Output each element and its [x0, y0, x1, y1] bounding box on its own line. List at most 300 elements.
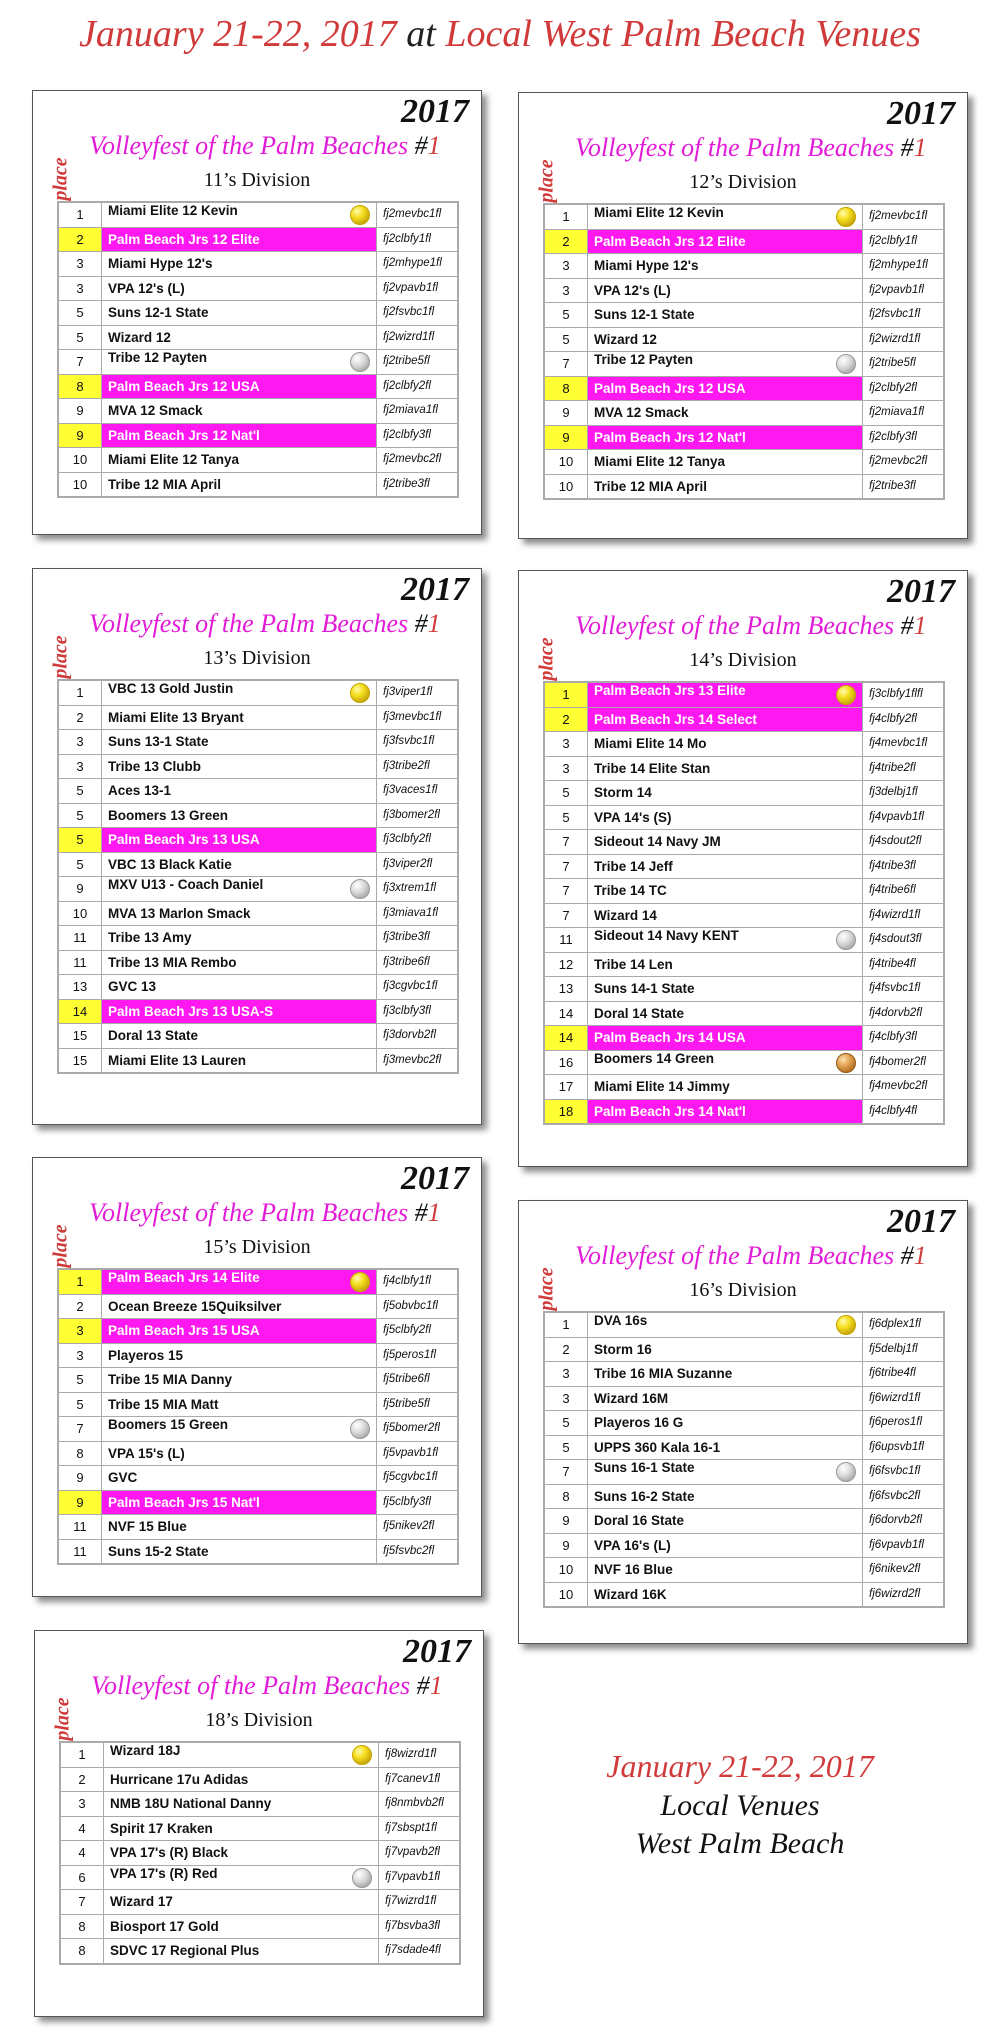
table-row [60, 1865, 460, 1890]
card-title-text: Volleyfest of the Palm Beaches [575, 611, 895, 640]
division-title: 15’s Division [203, 1236, 311, 1258]
code-cell: fj5delbj1fl [863, 1337, 945, 1362]
place-cell: 1 [544, 1312, 588, 1337]
team-name: Palm Beach Jrs 13 USA [108, 832, 260, 847]
code-cell: fj8nmbvb2fl [379, 1792, 461, 1817]
team-cell [102, 1319, 377, 1344]
team-cell [588, 1411, 863, 1436]
place-cell: 18 [544, 1099, 588, 1124]
place-cell: 3 [544, 756, 588, 781]
table-row [544, 1099, 944, 1124]
table-row [58, 472, 458, 497]
place-cell: 5 [544, 303, 588, 328]
place-cell: 2 [544, 229, 588, 254]
place-cell: 15 [58, 1048, 102, 1073]
code-cell: fj5bomer2fl [377, 1417, 459, 1442]
team-cell [588, 1001, 863, 1026]
place-cell: 3 [58, 252, 102, 277]
place-cell: 7 [544, 903, 588, 928]
team-name: Spirit 17 Kraken [110, 1820, 213, 1836]
table-row [544, 903, 944, 928]
team-name: Playeros 16 G [594, 1415, 684, 1430]
code-cell: fj6tribe4fl [863, 1362, 945, 1387]
code-cell: fj3miava1fl [377, 901, 459, 926]
place-cell: 5 [58, 325, 102, 350]
team-cell [588, 1460, 863, 1485]
team-cell [102, 252, 377, 277]
code-cell: fj4mevbc1fl [863, 732, 945, 757]
code-cell: fj3cgvbc1fl [377, 975, 459, 1000]
table-row [544, 327, 944, 352]
team-cell [588, 401, 863, 426]
team-name: Palm Beach Jrs 12 Elite [594, 233, 746, 249]
team-cell [102, 1294, 377, 1319]
team-cell [588, 903, 863, 928]
place-cell: 9 [544, 401, 588, 426]
table-row [544, 756, 944, 781]
code-cell: fj6nikev2fl [863, 1558, 945, 1583]
team-cell [104, 1841, 379, 1866]
team-name: MXV U13 - Coach Daniel [108, 877, 264, 893]
place-cell: 7 [544, 830, 588, 855]
team-cell [588, 425, 863, 450]
card-year: 2017 [887, 573, 955, 610]
table-row [544, 1386, 944, 1411]
place-cell: 6 [60, 1865, 104, 1890]
place-cell: 7 [544, 879, 588, 904]
table-row [60, 1742, 460, 1767]
team-name: Tribe 14 TC [594, 883, 667, 898]
team-name: Sideout 14 Navy KENT [594, 928, 739, 944]
place-cell: 2 [58, 1294, 102, 1319]
table-row [544, 977, 944, 1002]
page-header [0, 12, 1000, 56]
code-cell: fj2wizrd1fl [377, 325, 459, 350]
team-cell [102, 202, 377, 227]
gold-medal-icon [350, 683, 370, 703]
team-name: Tribe 14 Jeff [594, 858, 673, 874]
footer-date: January 21-22, 2017 [606, 1748, 874, 1784]
card-title-hash: # [416, 1671, 430, 1700]
table-row [58, 276, 458, 301]
team-cell [588, 278, 863, 303]
place-cell: 3 [544, 254, 588, 279]
table-row [544, 1337, 944, 1362]
code-cell: fj4sdout3fl [863, 928, 945, 953]
place-cell: 7 [60, 1890, 104, 1915]
team-name: VBC 13 Black Katie [108, 856, 232, 872]
place-cell: 3 [58, 730, 102, 755]
place-cell: 11 [58, 950, 102, 975]
table-row [58, 374, 458, 399]
code-cell: fj2mevbc2fl [377, 448, 459, 473]
team-cell [102, 1515, 377, 1540]
place-cell: 3 [58, 1343, 102, 1368]
code-cell: fj2clbfy1fl [377, 227, 459, 252]
team-name: Doral 13 State [108, 1028, 199, 1043]
place-cell: 12 [544, 952, 588, 977]
card-title [91, 1671, 443, 1701]
place-cell: 7 [544, 1460, 588, 1485]
division-card [32, 90, 482, 535]
gold-medal-icon [836, 685, 856, 705]
code-cell: fj6wizrd1fl [863, 1386, 945, 1411]
code-cell: fj5clbfy3fl [377, 1490, 459, 1515]
card-title-hash: # [414, 131, 428, 160]
team-name: Storm 14 [594, 785, 652, 800]
code-cell: fj5obvbc1fl [377, 1294, 459, 1319]
team-name: Hurricane 17u Adidas [110, 1771, 249, 1787]
table-row [58, 852, 458, 877]
place-cell: 8 [58, 1441, 102, 1466]
place-cell: 5 [544, 327, 588, 352]
table-row [58, 680, 458, 705]
table-row [544, 1050, 944, 1075]
card-title-number: 1 [913, 133, 927, 162]
team-name: MVA 13 Marlon Smack [108, 905, 251, 921]
code-cell: fj4bomer2fl [863, 1050, 945, 1075]
code-cell: fj3xtrem1fl [377, 877, 459, 902]
place-cell: 17 [544, 1075, 588, 1100]
table-row [58, 1319, 458, 1344]
table-row [58, 1490, 458, 1515]
table-row [58, 803, 458, 828]
place-cell: 8 [544, 1484, 588, 1509]
team-cell [588, 732, 863, 757]
team-cell [102, 227, 377, 252]
code-cell: fj3viper2fl [377, 852, 459, 877]
card-title-number: 1 [427, 1198, 441, 1227]
silver-medal-icon [836, 930, 856, 950]
code-cell: fj4clbfy1fl [377, 1269, 459, 1294]
code-cell: fj3tribe6fl [377, 950, 459, 975]
code-cell: fj5cgvbc1fl [377, 1466, 459, 1491]
place-cell: 3 [544, 1386, 588, 1411]
team-name: Palm Beach Jrs 14 Elite [108, 1270, 260, 1286]
place-cell: 3 [60, 1792, 104, 1817]
table-row [544, 474, 944, 499]
team-name: Doral 16 State [594, 1513, 685, 1528]
card-title-text: Volleyfest of the Palm Beaches [89, 1198, 409, 1227]
team-cell [102, 1490, 377, 1515]
team-name: Playeros 15 [108, 1347, 184, 1363]
team-cell [102, 399, 377, 424]
results-table [57, 1268, 459, 1565]
code-cell: fj3fsvbc1fl [377, 730, 459, 755]
code-cell: fj7sdade4fl [379, 1939, 461, 1964]
team-name: Palm Beach Jrs 15 Nat'l [108, 1494, 260, 1510]
table-row [544, 278, 944, 303]
card-title-number: 1 [427, 131, 441, 160]
team-name: VPA 16's (L) [594, 1537, 671, 1553]
team-name: Tribe 12 Payten [108, 350, 208, 366]
code-cell: fj2miava1fl [863, 401, 945, 426]
place-cell: 2 [58, 705, 102, 730]
team-cell [588, 376, 863, 401]
team-cell [104, 1890, 379, 1915]
team-cell [588, 854, 863, 879]
place-cell: 10 [544, 1582, 588, 1607]
table-row [58, 350, 458, 375]
team-name: Palm Beach Jrs 14 USA [594, 1030, 746, 1045]
card-title-number: 1 [429, 1671, 443, 1700]
team-name: MVA 12 Smack [108, 403, 203, 418]
code-cell: fj2mhype1fl [377, 252, 459, 277]
team-cell [588, 229, 863, 254]
team-name: VPA 15's (L) [108, 1445, 185, 1461]
table-row [544, 1411, 944, 1436]
team-name: Palm Beach Jrs 14 Select [594, 711, 757, 727]
place-cell: 2 [60, 1767, 104, 1792]
table-row [58, 1048, 458, 1073]
division-card [518, 92, 968, 539]
results-table [59, 1741, 461, 1965]
team-cell [102, 828, 377, 853]
table-row [58, 1539, 458, 1564]
table-row [544, 1558, 944, 1583]
place-label-text: place [49, 1224, 72, 1268]
team-cell [104, 1792, 379, 1817]
code-cell: fj6upsvb1fl [863, 1435, 945, 1460]
team-cell [102, 1368, 377, 1393]
team-name: Miami Elite 12 Kevin [594, 205, 724, 221]
team-name: Aces 13-1 [108, 783, 172, 798]
team-name: Miami Elite 12 Kevin [108, 203, 238, 219]
code-cell: fj2clbfy2fl [377, 374, 459, 399]
team-name: VPA 17's (R) Black [110, 1845, 229, 1860]
card-title-hash: # [414, 609, 428, 638]
team-name: Boomers 14 Green [594, 1050, 715, 1066]
code-cell: fj2wizrd1fl [863, 327, 945, 352]
team-name: VBC 13 Gold Justin [108, 681, 234, 697]
place-cell: 9 [58, 1490, 102, 1515]
code-cell: fj7vpavb2fl [379, 1841, 461, 1866]
table-row [544, 1312, 944, 1337]
team-name: VPA 12's (L) [594, 282, 671, 298]
card-title-text: Volleyfest of the Palm Beaches [91, 1671, 411, 1700]
results-table [57, 201, 459, 498]
team-name: Tribe 12 MIA April [594, 478, 708, 494]
place-cell: 1 [544, 204, 588, 229]
table-row [58, 877, 458, 902]
place-cell: 7 [544, 854, 588, 879]
team-name: Suns 16-2 State [594, 1488, 695, 1504]
division-title: 12’s Division [689, 171, 797, 193]
table-row [58, 754, 458, 779]
division-card [32, 568, 482, 1125]
header-at: at [406, 13, 436, 55]
team-name: Palm Beach Jrs 14 Nat'l [594, 1103, 746, 1119]
place-cell: 3 [58, 754, 102, 779]
place-cell: 9 [58, 399, 102, 424]
place-cell: 9 [58, 1466, 102, 1491]
code-cell: fj6vpavb1fl [863, 1533, 945, 1558]
place-cell: 10 [544, 474, 588, 499]
team-cell [588, 952, 863, 977]
division-card [518, 570, 968, 1167]
team-name: NVF 15 Blue [108, 1519, 187, 1534]
results-table [543, 681, 945, 1125]
place-cell: 9 [544, 1509, 588, 1534]
team-name: Wizard 14 [594, 907, 657, 923]
silver-medal-icon [350, 879, 370, 899]
team-name: Tribe 13 Amy [108, 930, 192, 945]
team-name: Miami Elite 12 Tanya [108, 452, 240, 467]
place-label-text: place [535, 159, 558, 203]
code-cell: fj3bomer2fl [377, 803, 459, 828]
code-cell: fj3mevbc2fl [377, 1048, 459, 1073]
table-row [544, 1075, 944, 1100]
team-cell [588, 1099, 863, 1124]
table-row [544, 1533, 944, 1558]
place-cell: 11 [58, 926, 102, 951]
place-cell: 11 [58, 1539, 102, 1564]
table-row [58, 1392, 458, 1417]
place-cell: 3 [544, 278, 588, 303]
division-title: 11’s Division [203, 169, 311, 191]
code-cell: fj3tribe3fl [377, 926, 459, 951]
table-row [60, 1792, 460, 1817]
place-cell: 5 [58, 301, 102, 326]
footer-line-2: West Palm Beach [635, 1827, 845, 1860]
table-row [58, 202, 458, 227]
place-cell: 14 [544, 1026, 588, 1051]
team-cell [588, 1026, 863, 1051]
team-cell [588, 830, 863, 855]
code-cell: fj4tribe6fl [863, 879, 945, 904]
team-cell [102, 1024, 377, 1049]
place-cell: 10 [58, 901, 102, 926]
code-cell: fj3vaces1fl [377, 779, 459, 804]
team-name: Miami Elite 14 Mo [594, 736, 707, 751]
card-year: 2017 [887, 95, 955, 132]
place-cell: 10 [544, 1558, 588, 1583]
code-cell: fj4clbfy2fl [863, 707, 945, 732]
table-row [58, 1368, 458, 1393]
division-card [518, 1200, 968, 1644]
place-cell: 1 [58, 680, 102, 705]
table-row [58, 1466, 458, 1491]
team-cell [588, 1509, 863, 1534]
place-cell: 9 [544, 1533, 588, 1558]
results-table [57, 679, 459, 1074]
code-cell: fj2clbfy3fl [377, 423, 459, 448]
table-row [58, 399, 458, 424]
footer [540, 1748, 940, 1861]
code-cell: fj2tribe5fl [863, 352, 945, 377]
code-cell: fj4clbfy4fl [863, 1099, 945, 1124]
division-title: 16’s Division [689, 1279, 797, 1301]
table-row [544, 450, 944, 475]
table-row [60, 1816, 460, 1841]
team-cell [588, 928, 863, 953]
team-name: Wizard 18J [110, 1743, 181, 1759]
table-row [544, 928, 944, 953]
team-name: Miami Elite 12 Tanya [594, 454, 726, 469]
table-row [544, 254, 944, 279]
table-row [58, 227, 458, 252]
table-row [58, 950, 458, 975]
team-cell [102, 1392, 377, 1417]
team-cell [104, 1939, 379, 1964]
team-name: UPPS 360 Kala 16-1 [594, 1439, 721, 1455]
table-row [544, 682, 944, 707]
team-name: Biosport 17 Gold [110, 1918, 219, 1934]
team-cell [102, 472, 377, 497]
table-row [544, 401, 944, 426]
team-cell [102, 999, 377, 1024]
code-cell: fj4wizrd1fl [863, 903, 945, 928]
team-name: Boomers 15 Green [108, 1417, 229, 1433]
place-label-text: place [51, 1697, 74, 1741]
card-title-hash: # [900, 1241, 914, 1270]
team-name: VPA 12's (L) [108, 280, 185, 296]
table-row [544, 303, 944, 328]
code-cell: fj2tribe3fl [863, 474, 945, 499]
silver-medal-icon [350, 1419, 370, 1439]
place-cell: 7 [58, 1417, 102, 1442]
place-cell: 3 [58, 1319, 102, 1344]
table-row [544, 830, 944, 855]
table-row [58, 1024, 458, 1049]
place-cell: 10 [58, 448, 102, 473]
code-cell: fj5clbfy2fl [377, 1319, 459, 1344]
team-name: Wizard 16K [594, 1586, 667, 1602]
team-name: Suns 12-1 State [594, 307, 695, 322]
footer-line-1: Local Venues [660, 1789, 820, 1822]
team-name: Suns 15-2 State [108, 1543, 209, 1559]
card-year: 2017 [401, 1160, 469, 1197]
team-name: Palm Beach Jrs 12 Nat'l [594, 429, 746, 445]
silver-medal-icon [350, 352, 370, 372]
code-cell: fj5vpavb1fl [377, 1441, 459, 1466]
team-cell [588, 707, 863, 732]
code-cell: fj2clbfy2fl [863, 376, 945, 401]
place-cell: 5 [544, 1411, 588, 1436]
team-name: NMB 18U National Danny [110, 1796, 272, 1811]
division-card [32, 1157, 482, 1597]
table-row [58, 252, 458, 277]
code-cell: fj3mevbc1fl [377, 705, 459, 730]
team-name: DVA 16s [594, 1313, 648, 1329]
place-cell: 5 [544, 805, 588, 830]
code-cell: fj2clbfy3fl [863, 425, 945, 450]
code-cell: fj2fsvbc1fl [377, 301, 459, 326]
card-title [89, 131, 441, 161]
card-title [89, 1198, 441, 1228]
team-cell [588, 204, 863, 229]
team-name: Tribe 12 Payten [594, 352, 694, 368]
team-cell [588, 1533, 863, 1558]
team-cell [588, 352, 863, 377]
code-cell: fj2miava1fl [377, 399, 459, 424]
card-year: 2017 [401, 571, 469, 608]
team-cell [102, 1048, 377, 1073]
card-title-text: Volleyfest of the Palm Beaches [575, 1241, 895, 1270]
card-year: 2017 [887, 1203, 955, 1240]
table-row [544, 204, 944, 229]
code-cell: fj2fsvbc1fl [863, 303, 945, 328]
place-cell: 13 [544, 977, 588, 1002]
place-cell: 4 [60, 1841, 104, 1866]
team-name: GVC 13 [108, 979, 157, 994]
team-name: Tribe 15 MIA Danny [108, 1372, 233, 1387]
table-row [544, 229, 944, 254]
code-cell: fj3viper1fl [377, 680, 459, 705]
team-name: NVF 16 Blue [594, 1562, 673, 1577]
team-name: Wizard 12 [108, 329, 171, 345]
code-cell: fj7sbspt1fl [379, 1816, 461, 1841]
